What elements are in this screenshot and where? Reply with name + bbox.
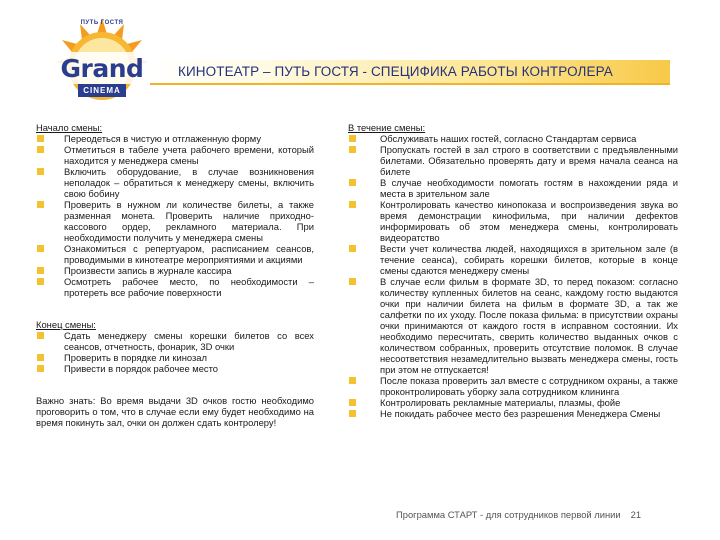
grand-cinema-logo <box>52 16 152 108</box>
shift-start-list <box>36 133 314 298</box>
list-item: Контролировать качество кинопоказа и воспроизведения звука во время демонстрации кинофильма, при наличии дефектов информировать об этом менеджера смены, контролировать видеоратство <box>348 199 678 243</box>
list-item: Включить оборудование, в случае возникновения неполадок – обратиться к менеджеру смены, включить свою бобину <box>36 166 314 199</box>
list-item: Не покидать рабочее место без разрешения Менеджера Смены <box>348 408 678 419</box>
list-item: Проверить в порядке ли кинозал <box>36 352 314 363</box>
list-item: Пропускать гостей в зал строго в соответствии с предъявленными билетами. Обязательно проверять дату и время начала сеанса на билете <box>348 144 678 177</box>
right-column <box>348 122 678 419</box>
page-title: КИНОТЕАТР – ПУТЬ ГОСТЯ - СПЕЦИФИКА РАБОТЫ КОНТРОЛЕРА <box>178 64 613 79</box>
shift-end-list <box>36 330 314 374</box>
list-item: После показа проверить зал вместе с сотрудником охраны, а также проконтролировать уборку зала сотрудником клининга <box>348 375 678 397</box>
logo-ring-text: ПУТЬ ГОСТЯ <box>80 20 124 26</box>
during-shift-list <box>348 133 678 419</box>
list-item: Обслуживать наших гостей, согласно Стандартам сервиса <box>348 133 678 144</box>
page-number: 21 <box>630 509 642 520</box>
list-item: Переодеться в чистую и отглаженную форму <box>36 133 314 144</box>
left-column <box>36 122 314 428</box>
list-item: Вести учет количества людей, находящихся в зрительном зале (в течение сеанса), собирать корешки билетов, которые в конце смены сдаются менеджеру смены <box>348 243 678 276</box>
list-item: Привести в порядок рабочее место <box>36 363 314 374</box>
list-item: Сдать менеджеру смены корешки билетов со всех сеансов, отчетность, фонарик, 3D очки <box>36 330 314 352</box>
logo-sub: CINEMA <box>78 84 126 97</box>
title-bar <box>150 60 670 85</box>
list-item: Контролировать рекламные материалы, плазмы, фойе <box>348 397 678 408</box>
list-item: Ознакомиться с репертуаром, расписанием сеансов, проводимыми в кинотеатре мероприятиями и акциями <box>36 243 314 265</box>
shift-start-title: Начало смены: <box>36 122 103 133</box>
shift-end-title: Конец смены: <box>36 319 96 330</box>
logo-name: Grand <box>60 54 144 83</box>
list-item: Отметиться в табеле учета рабочего времени, который находится у менеджера смены <box>36 144 314 166</box>
list-item: Произвести запись в журнале кассира <box>36 265 314 276</box>
list-item: Осмотреть рабочее место, по необходимости – протереть все рабочие поверхности <box>36 276 314 298</box>
list-item: В случае необходимости помогать гостям в нахождении ряда и места в зрительном зале <box>348 177 678 199</box>
footer <box>396 509 686 520</box>
important-note: Важно знать: Во время выдачи 3D очков гостю необходимо проговорить о том, что в случае если ему будет необходимо на время покинуть зал, очки он должен сдать контролеру! <box>36 395 314 428</box>
during-shift-title: В течение смены: <box>348 122 426 133</box>
list-item: В случае если фильм в формате 3D, то перед показом: согласно количеству купленных билетов на сеанс, каждому гостю выдаются очки при наличии билета на фильм в формате 3D, а так же салфетки по их уходу. После показа фильма: в присутствии охраны очки принимаются от каждого гостя в исправном состоянии. Их необходимо пересчитать, сверить количество выданных очков с количеством собранных, проверить отсутствие поломок. В случае несоответствия незамедлительно вызвать менеджера смены, гость при этом не отпускается! <box>348 276 678 375</box>
footer-text: Программа СТАРТ - для сотрудников первой линии <box>396 509 621 520</box>
list-item: Проверить в нужном ли количестве билеты, а также разменная монета. Проверить наличие приходно-кассового ордер, рекламного материала. При необходимости получить у менеджера смены <box>36 199 314 243</box>
